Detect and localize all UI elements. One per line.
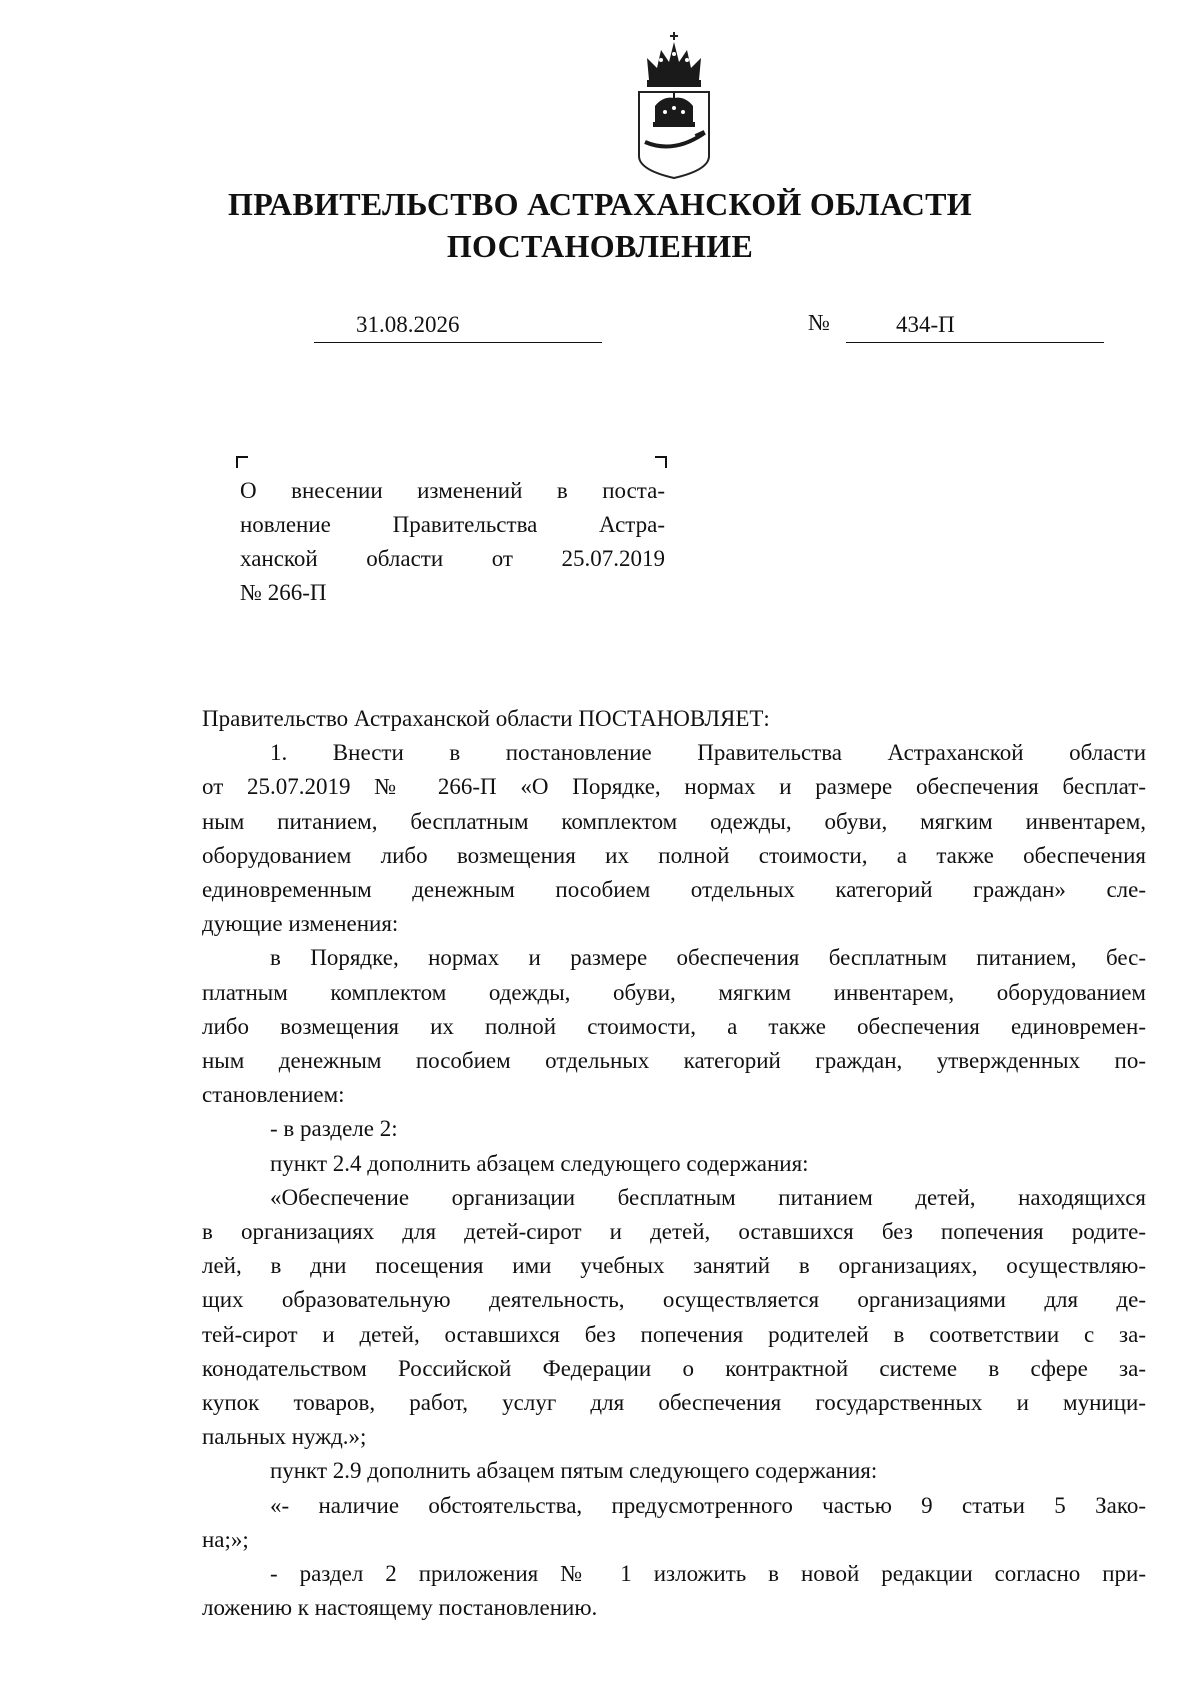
date-value: 31.08.2026 [356,312,460,337]
body-line-preamble: Правительство Астраханской области ПОСТАНОВЛЯЕТ: [202,706,770,731]
subject-line: № 266-П [240,580,327,605]
number-value: 434-П [896,312,955,337]
subject-line: новление Правительства Астра- [240,512,665,537]
body-line: в организациях для детей-сирот и детей, оставшихся без попечения родите- [202,1219,1146,1245]
body-line: - в разделе 2: [270,1116,398,1142]
body-line: «- наличие обстоятельства, предусмотренного частью 9 статьи 5 Зако- [270,1492,1146,1518]
body-line: от 25.07.2019 № 266-П «О Порядке, нормах и размере обеспечения бесплат- [202,774,1146,800]
document-type-title: ПОСТАНОВЛЕНИЕ [446,228,754,264]
body-line: тей-сирот и детей, оставшихся без попечения родителей в соответствии с за- [202,1321,1146,1347]
number-sign: № [808,310,830,335]
subject-corner-top-left [236,456,248,468]
body-line: дующие изменения: [202,911,399,937]
body-line: пальных нужд.»; [202,1424,367,1450]
body-line: ным питанием, бесплатным комплектом одежды, обуви, мягким инвентарем, [202,808,1146,834]
subject-line: О внесении изменений в поста- [240,478,665,503]
body-line: в Порядке, нормах и размере обеспечения бесплатным питанием, бес- [270,945,1146,971]
body-line: становлением: [202,1082,345,1108]
body-line: 1. Внести в постановление Правительства Астраханской области [270,740,1146,766]
subject-line: ханской области от 25.07.2019 [240,546,665,571]
body-line: ным денежным пособием отдельных категорий граждан, утвержденных по- [202,1048,1146,1074]
body-line: - раздел 2 приложения № 1 изложить в новой редакции согласно при- [270,1561,1146,1587]
body-line: единовременным денежным пособием отдельных категорий граждан» сле- [202,877,1146,903]
body-line: щих образовательную деятельность, осуществляется организациями для де- [202,1287,1146,1313]
document-body [202,702,1146,1625]
body-line: оборудованием либо возмещения их полной стоимости, а также обеспечения [202,842,1146,868]
coat-of-arms-icon [633,30,715,180]
body-line: платным комплектом одежды, обуви, мягким инвентарем, оборудованием [202,979,1146,1005]
body-line: купок товаров, работ, услуг для обеспечения государственных и муници- [202,1390,1146,1416]
body-line: «Обеспечение организации бесплатным питанием детей, находящихся [270,1184,1146,1210]
number-field [846,308,1104,343]
date-field [314,308,602,343]
body-line: на;»; [202,1526,249,1552]
body-line: ложению к настоящему постановлению. [202,1595,598,1621]
body-line: конодательством Российской Федерации о контрактной системе в сфере за- [202,1355,1146,1381]
body-line: лей, в дни посещения ими учебных занятий в организациях, осуществляю- [202,1253,1146,1279]
body-line: пункт 2.4 дополнить абзацем следующего содержания: [270,1150,809,1176]
subject-corner-top-right [655,456,667,468]
body-line: либо возмещения их полной стоимости, а также обеспечения единовремен- [202,1013,1146,1039]
government-title: ПРАВИТЕЛЬСТВО АСТРАХАНСКОЙ ОБЛАСТИ [228,186,972,222]
body-line: пункт 2.9 дополнить абзацем пятым следующего содержания: [270,1458,878,1484]
document-subject [240,474,665,610]
